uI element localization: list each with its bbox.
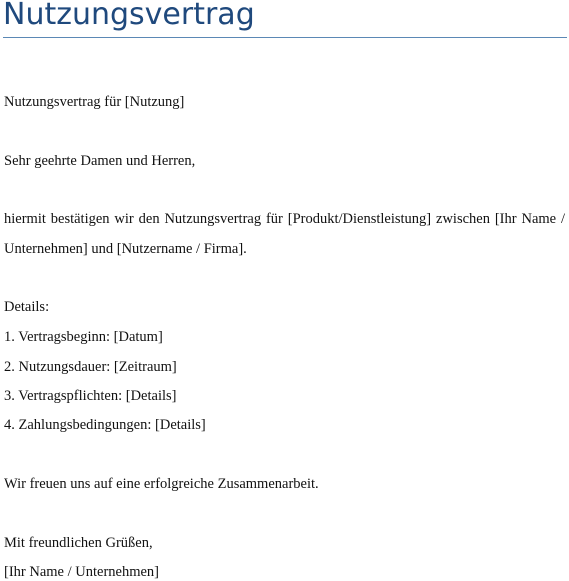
details-item-4: 4. Zahlungsbedingungen: [Details] xyxy=(4,417,206,433)
details-item-2: 2. Nutzungsdauer: [Zeitraum] xyxy=(4,359,177,375)
regards: Mit freundlichen Grüßen, xyxy=(4,535,153,551)
intro-line-1: hiermit bestätigen wir den Nutzungsvertrag für [Produkt/Dienstleistung] zwischen [Ihr Name / xyxy=(4,211,565,227)
document-title: Nutzungsvertrag xyxy=(3,0,255,32)
details-item-3: 3. Vertragspflichten: [Details] xyxy=(4,388,177,404)
details-item-1: 1. Vertragsbeginn: [Datum] xyxy=(4,329,163,345)
intro-line-2: Unternehmen] und [Nutzername / Firma]. xyxy=(4,241,247,257)
salutation: Sehr geehrte Damen und Herren, xyxy=(4,153,196,169)
details-heading: Details: xyxy=(4,299,50,315)
closing-text: Wir freuen uns auf eine erfolgreiche Zusammenarbeit. xyxy=(4,476,319,492)
title-divider xyxy=(3,37,567,38)
signature: [Ihr Name / Unternehmen] xyxy=(4,564,160,580)
subject-line: Nutzungsvertrag für [Nutzung] xyxy=(4,94,185,110)
